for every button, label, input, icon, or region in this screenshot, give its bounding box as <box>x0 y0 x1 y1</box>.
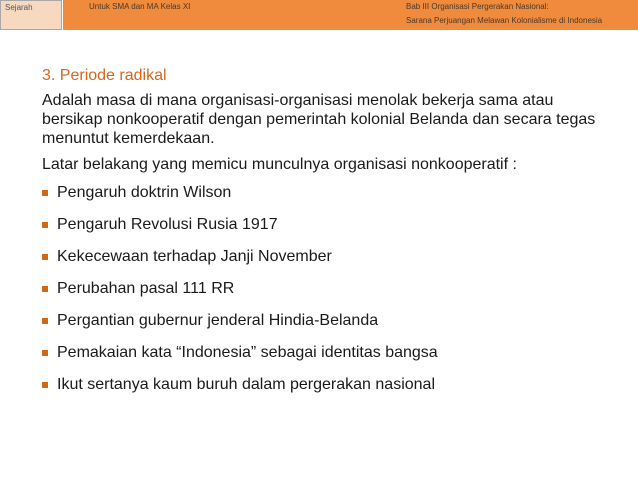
list-item-label: Kekecewaan terhadap Janji November <box>57 248 332 265</box>
square-bullet-icon <box>42 190 48 196</box>
square-bullet-icon <box>42 222 48 228</box>
chapter-label: Bab III Organisasi Pergerakan Nasional: <box>406 2 549 11</box>
list-item <box>42 343 602 362</box>
definition-text: Adalah masa di mana organisasi-organisasi menolak bekerja sama atau bersikap nonkooperatif dengan pemerintah kolonial Belanda dan secara tegas menuntut kemerdekaan. <box>42 92 596 147</box>
subject-tab <box>0 0 62 30</box>
slide-content <box>42 66 602 407</box>
list-item-label: Ikut sertanya kaum buruh dalam pergerakan nasional <box>57 376 435 393</box>
list-item-label: Pengaruh Revolusi Rusia 1917 <box>57 216 278 233</box>
header-bar <box>0 0 638 30</box>
list-item-label: Pemakaian kata “Indonesia” sebagai identitas bangsa <box>57 344 438 361</box>
list-item-label: Pengaruh doktrin Wilson <box>57 184 232 201</box>
list-item <box>42 247 602 266</box>
background-list <box>42 183 602 394</box>
list-item <box>42 311 602 330</box>
square-bullet-icon <box>42 350 48 356</box>
subchapter-label: Sarana Perjuangan Melawan Kolonialisme di Indonesia <box>406 16 603 25</box>
list-item-label: Pergantian gubernur jenderal Hindia-Belanda <box>57 312 379 329</box>
grade-label: Untuk SMA dan MA Kelas XI <box>89 2 191 11</box>
square-bullet-icon <box>42 382 48 388</box>
section-heading: 3. Periode radikal <box>42 67 167 84</box>
list-item <box>42 183 602 202</box>
square-bullet-icon <box>42 318 48 324</box>
square-bullet-icon <box>42 286 48 292</box>
list-item-label: Perubahan pasal 111 RR <box>57 280 235 297</box>
subject-label: Sejarah <box>5 3 33 12</box>
intro-text: Latar belakang yang memicu munculnya organisasi nonkooperatif : <box>42 156 517 173</box>
list-item <box>42 215 602 234</box>
list-item <box>42 375 602 394</box>
square-bullet-icon <box>42 254 48 260</box>
list-item <box>42 279 602 298</box>
